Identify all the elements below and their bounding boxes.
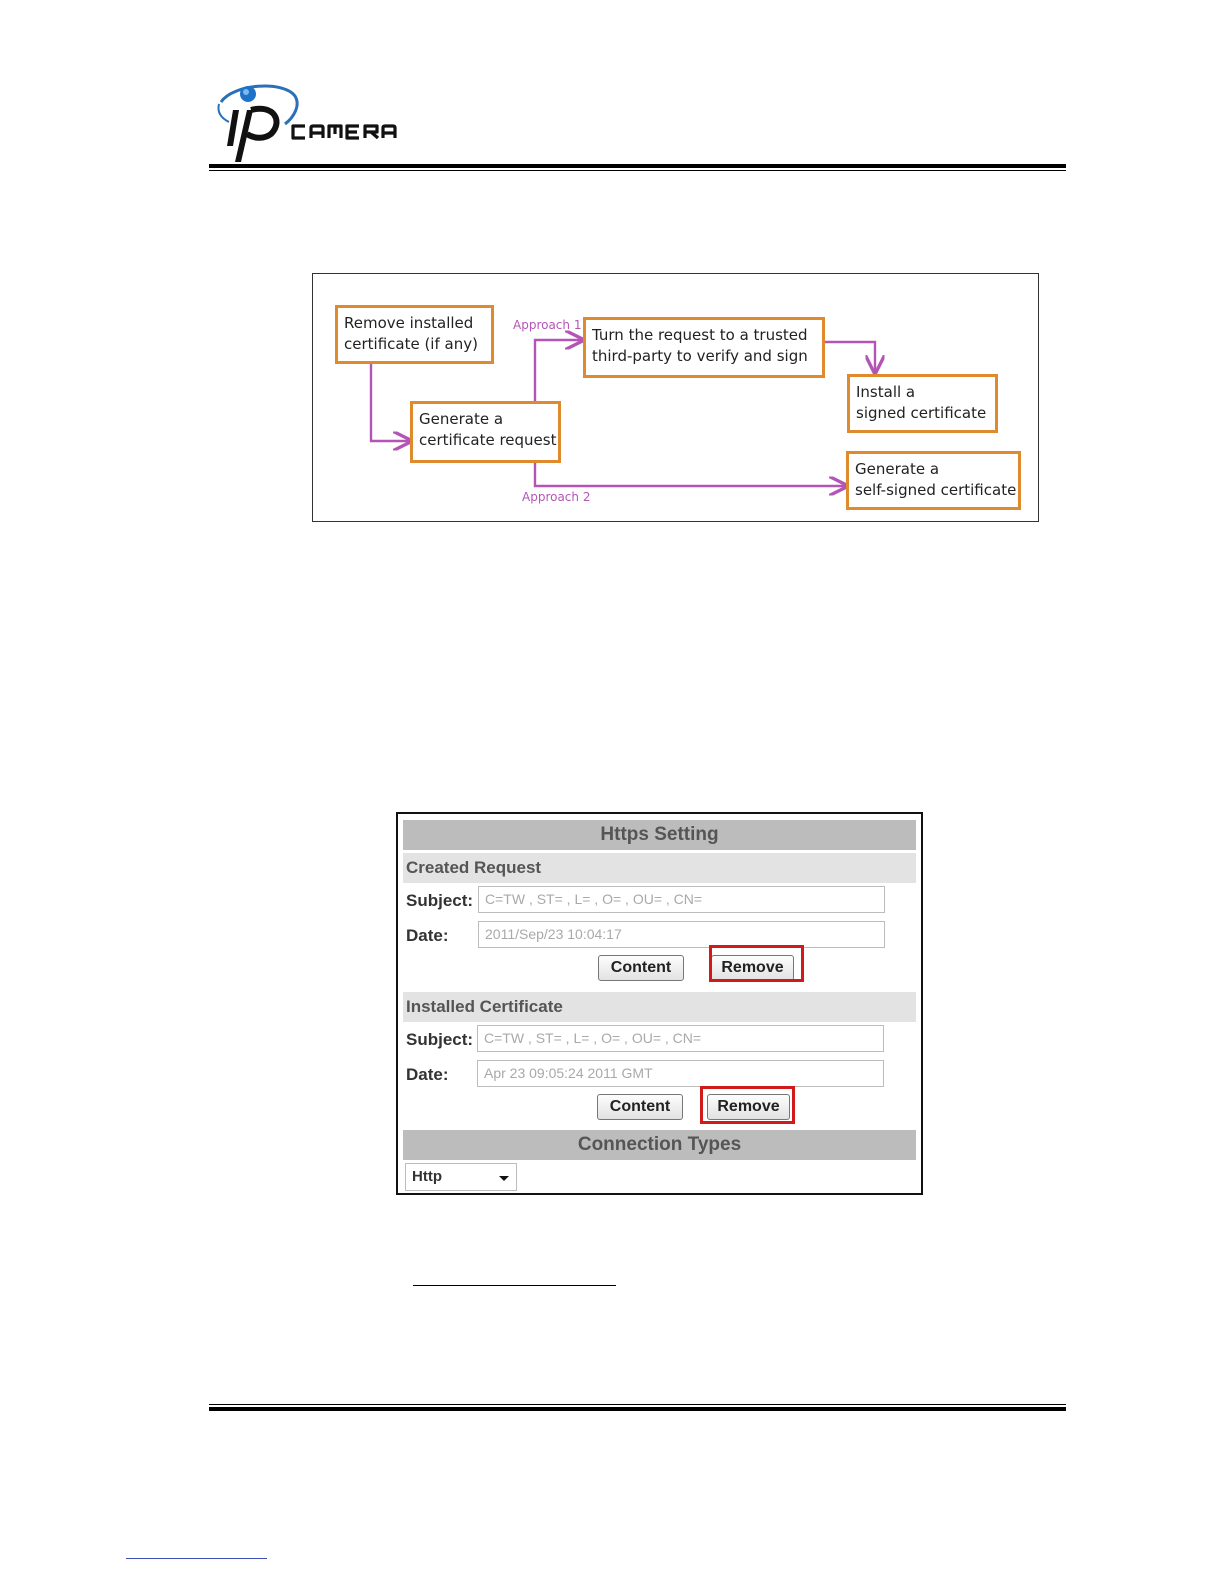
request-remove-button[interactable]: Remove [711, 955, 794, 981]
box-line: signed certificate [856, 404, 987, 422]
footnote-rule [126, 1558, 267, 1559]
approach-1-label: Approach 1 [513, 318, 582, 332]
created-request-heading: Created Request [403, 853, 916, 883]
box-line: Generate a [855, 460, 940, 478]
date-label: Date: [406, 926, 449, 945]
chevron-down-icon [499, 1176, 509, 1181]
certificate-date-field[interactable]: Apr 23 09:05:24 2011 GMT [477, 1060, 884, 1087]
request-date-field[interactable]: 2011/Sep/23 10:04:17 [478, 921, 885, 948]
connection-type-value: Http [412, 1168, 442, 1185]
approach-2-label: Approach 2 [522, 490, 591, 504]
connection-type-select[interactable] [405, 1163, 517, 1191]
subject-label: Subject: [406, 1030, 474, 1049]
box-line: Turn the request to a trusted [592, 326, 808, 344]
box-line: Remove installed [344, 314, 474, 332]
trusted-third-party-box [583, 317, 825, 378]
header-rule [209, 164, 1066, 168]
connection-types-heading: Connection Types [403, 1130, 916, 1160]
remove-installed-certificate-box [335, 305, 494, 364]
box-line: third-party to verify and sign [592, 347, 808, 365]
date-label: Date: [406, 1065, 449, 1084]
certificate-content-button[interactable]: Content [597, 1094, 683, 1120]
footer-rule [209, 1407, 1066, 1411]
box-line: Install a [856, 383, 916, 401]
ip-camera-logo [213, 82, 453, 166]
generate-certificate-request-box [410, 401, 561, 463]
box-line: Generate a [419, 410, 504, 428]
box-line: certificate request [419, 431, 557, 449]
installed-certificate-heading: Installed Certificate [403, 992, 916, 1022]
box-line: certificate (if any) [344, 335, 478, 353]
https-setting-panel [396, 812, 923, 1195]
certificate-remove-button[interactable]: Remove [707, 1094, 790, 1120]
panel-title: Https Setting [403, 820, 916, 850]
request-content-button[interactable]: Content [598, 955, 684, 981]
footer-rule-thin [209, 1404, 1066, 1405]
certificate-subject-field[interactable]: C=TW , ST= , L= , O= , OU= , CN= [477, 1025, 884, 1052]
certificate-flow-diagram [312, 273, 1039, 522]
remove-highlight-box [709, 945, 804, 982]
request-subject-field[interactable]: C=TW , ST= , L= , O= , OU= , CN= [478, 886, 885, 913]
install-signed-certificate-box [847, 374, 998, 433]
remove-highlight-box [700, 1086, 795, 1124]
subject-label: Subject: [406, 891, 474, 910]
underline-rule [413, 1285, 616, 1286]
header-rule-thin [209, 170, 1066, 171]
self-signed-certificate-box [846, 451, 1021, 510]
box-line: self-signed certificate [855, 481, 1017, 499]
